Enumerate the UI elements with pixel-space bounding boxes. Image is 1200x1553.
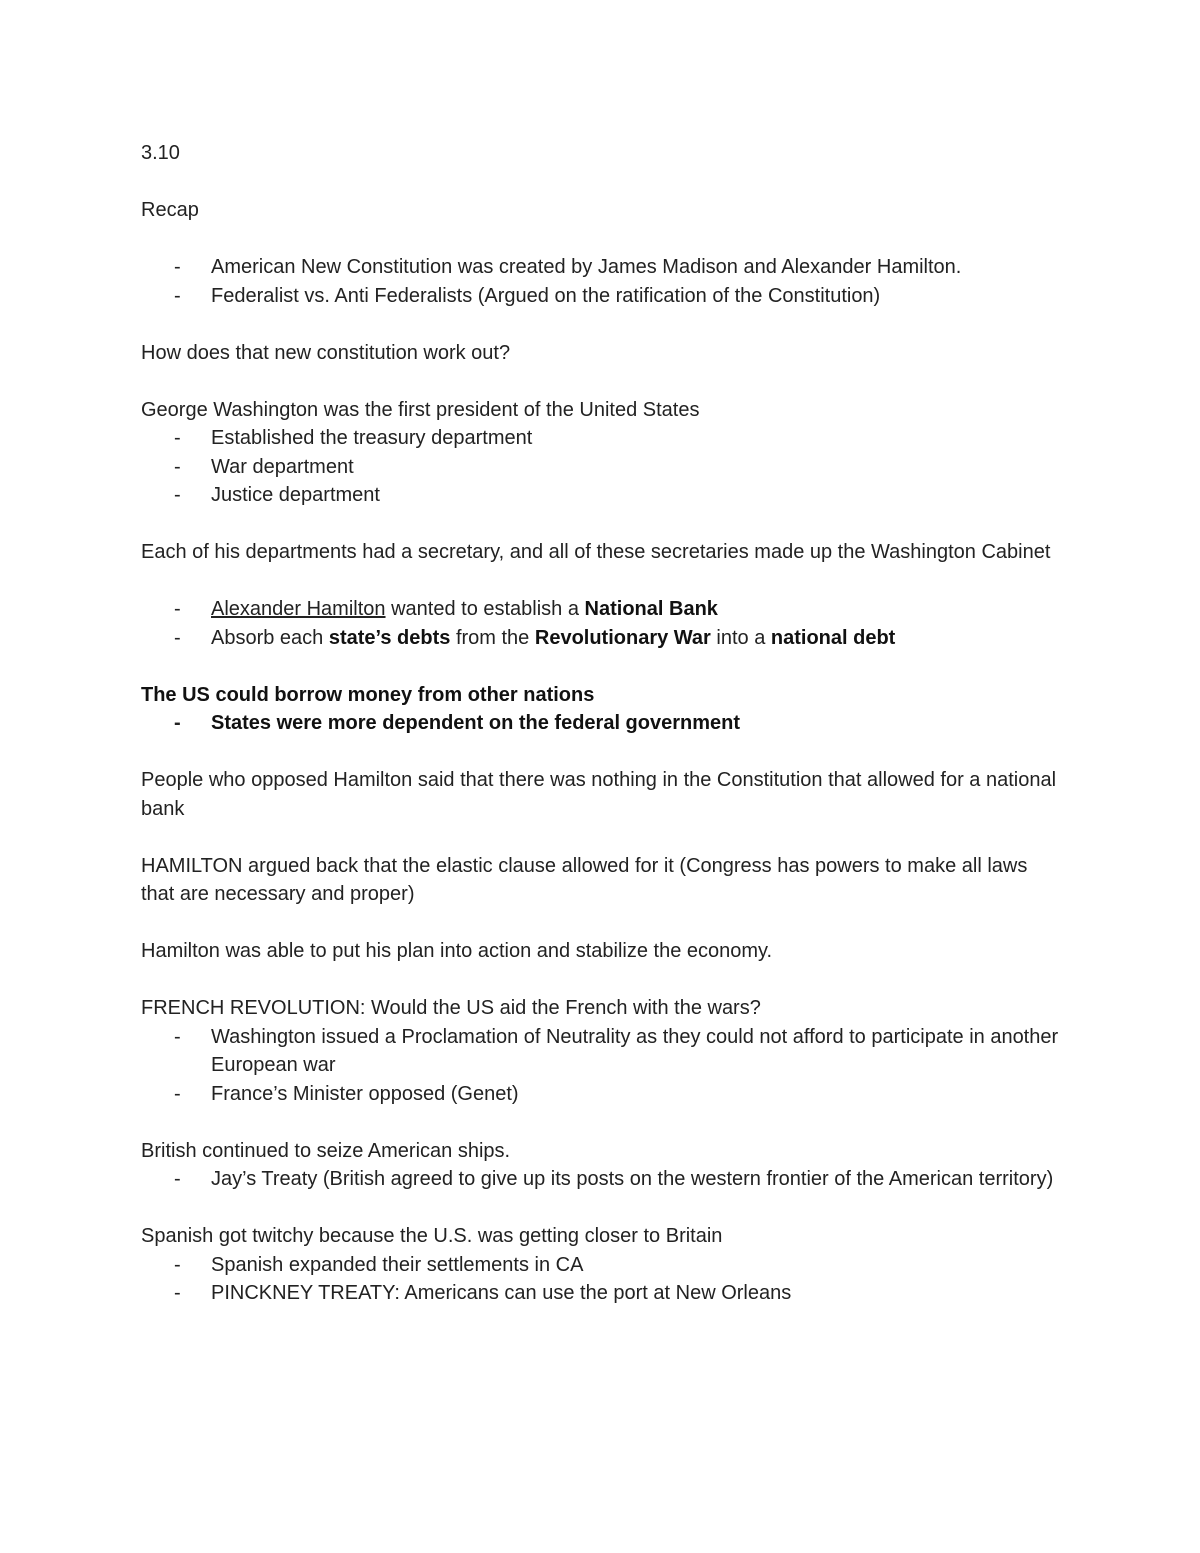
text-run: into a (710, 626, 771, 649)
british-intro: British continued to seize American ships. (141, 1139, 511, 1162)
french-intro: FRENCH REVOLUTION: Would the US aid the French with the wars? (141, 997, 761, 1019)
list-item (141, 595, 1061, 624)
bold-term: Revolutionary War (534, 626, 711, 649)
washington-intro: George Washington was the first president of the United States (141, 398, 700, 421)
list-item: - France’s Minister opposed (Genet) (141, 1080, 1061, 1109)
stabilize-paragraph: Hamilton was able to put his plan into action and stabilize the economy. (141, 940, 773, 962)
text-run: from the (450, 626, 535, 649)
list-item: - Established the treasury department (141, 424, 1061, 453)
text-run: Absorb each (211, 626, 329, 649)
spanish-intro: Spanish got twitchy because the U.S. was getting closer to Britain (141, 1225, 723, 1247)
washington-list (141, 424, 1061, 510)
document-page (141, 139, 1061, 1308)
bold-term: national debt (770, 626, 896, 649)
recap-list (141, 253, 1061, 310)
spanish-list (141, 1251, 1061, 1308)
borrow-list (141, 709, 1061, 738)
borrow-title (141, 681, 1061, 710)
list-item: - PINCKNEY TREATY: Americans can use the port at New Orleans (141, 1279, 1061, 1308)
british-list (141, 1165, 1061, 1194)
hamilton-name: Alexander Hamilton (211, 598, 386, 620)
list-item (141, 709, 1061, 738)
cabinet-paragraph: Each of his departments had a secretary, and all of these secretaries made up the Washington Cabinet (141, 541, 1051, 563)
question-line: How does that new constitution work out? (141, 341, 511, 364)
list-item: - War department (141, 453, 1061, 482)
text-run: wanted to establish a (385, 598, 585, 620)
hamilton-plan-list (141, 595, 1061, 652)
list-item: - Justice department (141, 481, 1061, 510)
opposition-paragraph: People who opposed Hamilton said that there was nothing in the Constitution that allowed for a national bank (141, 769, 1057, 820)
list-item: - Washington issued a Proclamation of Neutrality as they could not afford to participate in another European war (141, 1023, 1061, 1080)
french-list (141, 1023, 1061, 1109)
list-item: - Federalist vs. Anti Federalists (Argued on the ratification of the Constitution) (141, 282, 1061, 311)
bold-term: National Bank (584, 598, 718, 620)
note-heading: 3.10 (141, 142, 180, 164)
list-item (141, 624, 1061, 653)
bold-heading: The US could borrow money from other nations (141, 683, 595, 706)
list-item: - Spanish expanded their settlements in CA (141, 1251, 1061, 1280)
argument-paragraph: HAMILTON argued back that the elastic clause allowed for it (Congress has powers to make all laws that are necessary and proper) (141, 854, 1028, 905)
recap-title: Recap (141, 199, 199, 221)
bold-text: States were more dependent on the federal government (211, 712, 741, 734)
list-item: - American New Constitution was created by James Madison and Alexander Hamilton. (141, 253, 1061, 282)
bold-term: state’s debts (328, 626, 451, 649)
list-item: - Jay’s Treaty (British agreed to give up its posts on the western frontier of the American territory) (141, 1165, 1061, 1194)
